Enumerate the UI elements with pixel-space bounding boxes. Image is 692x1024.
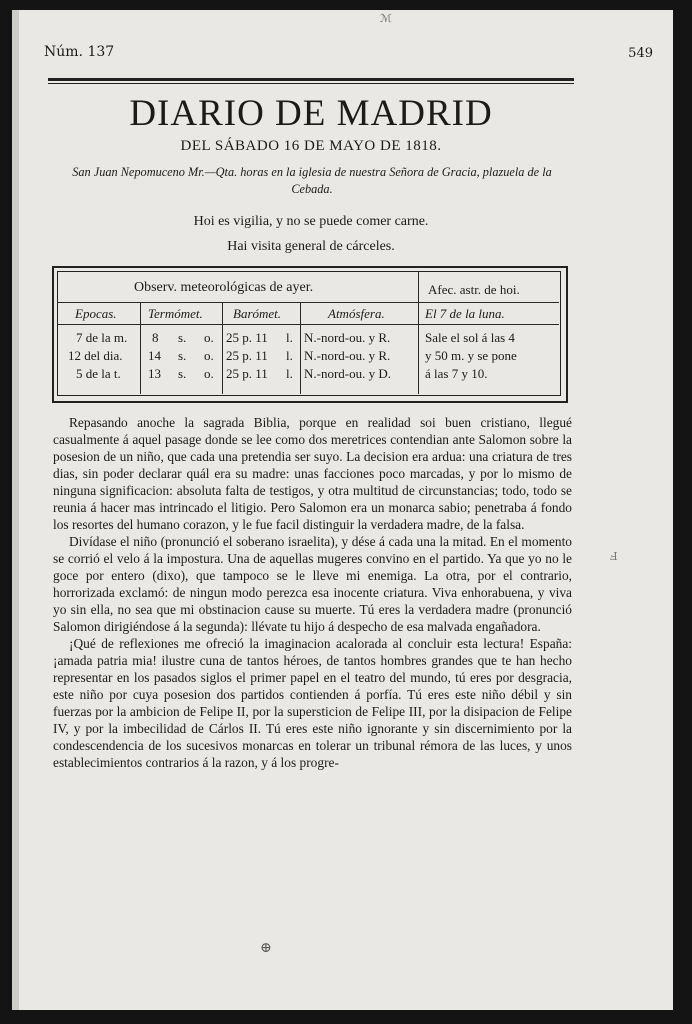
row2-l: l. xyxy=(286,348,293,363)
issue-date: DEL SÁBADO 16 DE MAYO DE 1818. xyxy=(180,138,442,154)
row3-atm: N.-nord-ou. y D. xyxy=(304,366,392,381)
page-number: 549 xyxy=(628,46,653,61)
col-divider-2 xyxy=(222,302,223,394)
astro-title: Afec. astr. de hoi. xyxy=(428,282,520,297)
row2-o: o. xyxy=(204,348,214,363)
header-luna: El 7 de la luna. xyxy=(425,306,505,321)
row1-s: s. xyxy=(178,330,187,345)
header-barometro: Barómet. xyxy=(233,306,282,321)
header-atmosfera: Atmósfera. xyxy=(328,306,385,321)
header-termometro: Termómet. xyxy=(148,306,203,321)
table-rule-2 xyxy=(57,324,559,325)
newspaper-page xyxy=(12,10,673,1010)
col-divider-1 xyxy=(140,302,141,394)
article-paragraph-2: Divídase el niño (pronunció el soberano israelita), y dése á cada una la mitad. En el momento se corrió el velo á la impostura. Una de aquellas mugeres convino en el partido. Ya que yo no le goce por entero (dixo), que tampoco se le lleve mi enemiga. La otra, por el contrario, horrorizada exclamó: de ningun modo perezca esa inocente criatura. Viva enhorabuena, y viva yo sin ella, no sea que mi obstinacion cause su muerte. Tú eres la verdadera madre (pronunció Salomon dirigiéndose á la segunda): llévate tu hijo á despecho de esa malvada engañadora. xyxy=(53,534,572,634)
article-paragraph-3: ¡Qué de reflexiones me ofreció la imaginacion acalorada al concluir esta lectura! España: ¡amada patria mia! ilustre cuna de tantos héroes, de tantos hombres grandes que te han hecho representar en los pasados siglos el primer papel en el teatro del mundo, tú eres por desgracia, este niño por cuya posesion dos partidos contienden á porfía. Tú eres este niño débil y sin fuerzas por la ambicion de Felipe II, por la supersticion de Felipe III, por la disipacion de Felipe IV, y por la imbecilidad de Cárlos II. Tú eres este niño ignorante y sin discernimiento por la condescendencia de los sucesivos monarcas en tolerar un tribunal rémora de las luces, y unos establecimientos contrarios á la razon, y á los progre- xyxy=(53,636,572,770)
masthead-rule-thick xyxy=(48,78,574,81)
row1-epoca: 7 de la m. xyxy=(76,330,128,345)
top-mark: ℳ xyxy=(380,12,392,25)
row2-epoca: 12 del dia. xyxy=(68,348,123,363)
row3-temp: 13 xyxy=(148,366,161,381)
astro-divider xyxy=(418,271,419,394)
vigil-notice: Hoi es vigilia, y no se puede comer carne. xyxy=(193,214,429,229)
row1-l: l. xyxy=(286,330,293,345)
row1-temp: 8 xyxy=(152,330,159,345)
header-epocas: Epocas. xyxy=(75,306,117,321)
row1-o: o. xyxy=(204,330,214,345)
article-body xyxy=(53,414,572,771)
row2-atm: N.-nord-ou. y R. xyxy=(304,348,391,363)
row2-s: s. xyxy=(178,348,187,363)
row3-o: o. xyxy=(204,366,214,381)
page-edge-shadow xyxy=(12,10,19,1010)
bottom-stamp: ⊕ xyxy=(260,940,272,956)
newspaper-title: DIARIO DE MADRID xyxy=(129,93,493,134)
issue-number: Núm. 137 xyxy=(44,44,115,60)
col-divider-3 xyxy=(300,302,301,394)
saint-of-the-day: San Juan Nepomuceno Mr.—Qta. horas en la iglesia de nuestra Señora de Gracia, plazuela de la Cebada. xyxy=(72,165,552,196)
article-paragraph-1: Repasando anoche la sagrada Biblia, porque en realidad soi buen cristiano, llegué casualmente á aquel pasage donde se lee como dos meretrices contendian ante Salomon sobre la posesion de un niño, que cada una pretendia ser suyo. La decision era ardua: una criatura de tres dias, sin poder declarar quál era su madre: unas facciones poco marcadas, y por lo mismo de ninguna significacion: absoluta falta de testigos, y otra multitud de circunstancias; todo, todo se reunia á hacer mas intrincado el litigio. Pero Salomon era un monarca sabio; penetraba á fondo los resortes del humano corazon, y le fue facil distinguir la verdadera madre, de la falsa. xyxy=(53,415,572,532)
astro-line-3: á las 7 y 10. xyxy=(425,366,488,381)
row2-baro: 25 p. 11 xyxy=(226,348,268,363)
row3-baro: 25 p. 11 xyxy=(226,366,268,381)
row2-temp: 14 xyxy=(148,348,161,363)
astro-line-2: y 50 m. y se pone xyxy=(425,348,517,363)
visit-notice: Hai visita general de cárceles. xyxy=(227,239,395,254)
weather-title: Observ. meteorológicas de ayer. xyxy=(134,280,314,295)
table-rule-1 xyxy=(57,302,559,303)
astro-line-1: Sale el sol á las 4 xyxy=(425,330,515,345)
row1-baro: 25 p. 11 xyxy=(226,330,268,345)
masthead-rule-thin xyxy=(48,83,574,84)
row1-atm: N.-nord-ou. y R. xyxy=(304,330,391,345)
row3-epoca: 5 de la t. xyxy=(76,366,121,381)
row3-s: s. xyxy=(178,366,187,381)
margin-annotation: Ⅎ xyxy=(610,550,618,563)
row3-l: l. xyxy=(286,366,293,381)
